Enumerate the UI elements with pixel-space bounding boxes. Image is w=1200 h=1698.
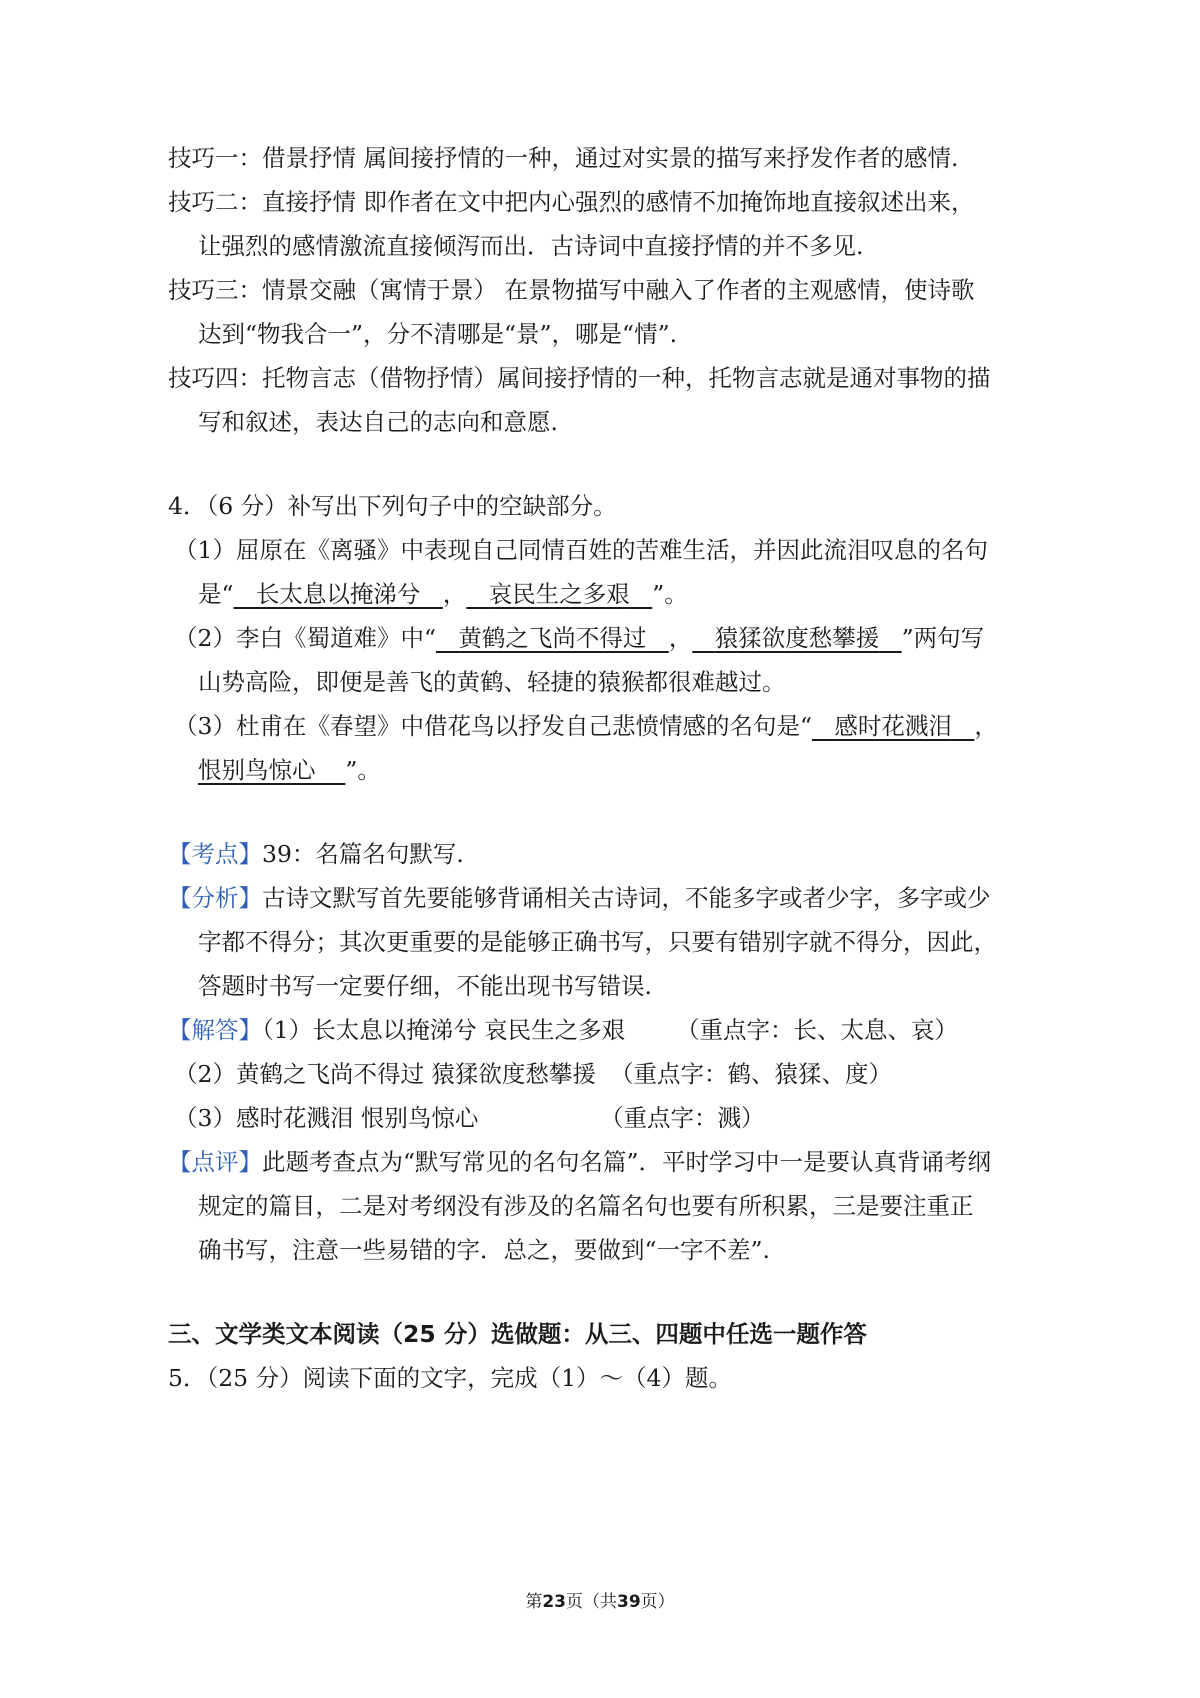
skill-1 <box>168 142 958 174</box>
skill-2 <box>168 186 974 218</box>
answer-blank: 恨别鸟惊心 <box>198 756 316 784</box>
q5-stem: 5．（25 分）阅读下面的文字，完成（1）～（4）题。 <box>168 1364 732 1392</box>
skill-4 <box>168 362 991 394</box>
answer-blank: 感时花溅泪 <box>834 712 952 740</box>
answer-blank: 长太息以掩涕兮 <box>255 580 421 608</box>
skill-2-cont: 让强烈的感情激流直接倾泻而出．古诗词中直接抒情的并不多见. <box>198 232 864 260</box>
jieda: 【解答】（1）长太息以掩涕兮 哀民生之多艰 <box>168 1016 626 1044</box>
skill-text: 直接抒情 即作者在文中把内心强烈的感情不加掩饰地直接叙述出来， <box>262 188 975 216</box>
skill-label: 技巧一： <box>168 144 262 172</box>
q4-stem: 4．（6 分）补写出下列句子中的空缺部分。 <box>168 492 617 520</box>
q4-part3-line1: （3）杜甫在《春望》中借花鸟以抒发自己悲愤情感的名句是“ 感时花溅泪 ， <box>174 712 998 740</box>
skill-text: 借景抒情 属间接抒情的一种，通过对实景的描写来抒发作者的感情. <box>262 144 959 172</box>
jieda-tag: 【解答】 <box>168 1016 262 1044</box>
kaodian-tag: 【考点】 <box>168 840 262 868</box>
jieda-note-2: （重点字：鹤、猿猱、度） <box>610 1060 892 1088</box>
q4-part1-line1: （1）屈原在《离骚》中表现自己同情百姓的苦难生活，并因此流泪叹息的名句 <box>174 536 988 564</box>
page-footer: 第23页（共39页） <box>525 1592 675 1612</box>
q4-part2-line2: 山势高险，即便是善飞的黄鹤、轻捷的猿猴都很难越过。 <box>198 668 786 696</box>
page-number: 23 <box>542 1592 566 1612</box>
skill-text: 托物言志（借物抒情）属间接抒情的一种，托物言志就是通对事物的描 <box>262 364 991 392</box>
q4-part3-line2: 恨别鸟惊心 ”。 <box>198 756 381 784</box>
fenxi-line2: 字都不得分；其次更重要的是能够正确书写，只要有错别字就不得分，因此， <box>198 928 997 956</box>
answer-blank: 猿猱欲度愁攀援 <box>714 624 880 652</box>
answer-blank: 哀民生之多艰 <box>488 580 630 608</box>
fenxi-tag: 【分析】 <box>168 884 262 912</box>
fenxi: 【分析】古诗文默写首先要能够背诵相关古诗词，不能多字或者少字，多字或少 <box>168 884 991 912</box>
dianping-line2: 规定的篇目，二是对考纲没有涉及的名篇名句也要有所积累，三是要注重正 <box>198 1192 974 1220</box>
q4-part2-line1: （2）李白《蜀道难》中“ 黄鹤之飞尚不得过 ， 猿猱欲度愁攀援 ”两句写 <box>174 624 985 652</box>
skill-label: 技巧四： <box>168 364 262 392</box>
skill-label: 技巧二： <box>168 188 262 216</box>
page-total: 39 <box>617 1592 641 1612</box>
jieda-line2: （2）黄鹤之飞尚不得过 猿猱欲度愁攀援 <box>174 1060 596 1088</box>
skill-4-cont: 写和叙述，表达自己的志向和意愿. <box>198 408 558 436</box>
skill-text: 情景交融（寓情于景） 在景物描写中融入了作者的主观感情，使诗歌 <box>262 276 975 304</box>
dianping: 【点评】此题考查点为“默写常见的名句名篇”．平时学习中一是要认真背诵考纲 <box>168 1148 992 1176</box>
fenxi-line3: 答题时书写一定要仔细，不能出现书写错误. <box>198 972 652 1000</box>
answer-blank: 黄鹤之飞尚不得过 <box>458 624 647 652</box>
skill-label: 技巧三： <box>168 276 262 304</box>
kaodian: 【考点】39：名篇名句默写. <box>168 840 464 868</box>
skill-3-cont: 达到“物我合一”，分不清哪是“景”，哪是“情”. <box>198 320 678 348</box>
dianping-tag: 【点评】 <box>168 1148 262 1176</box>
jieda-note-3: （重点字：溅） <box>600 1104 765 1132</box>
q4-part1-line2: 是“ 长太息以掩涕兮 ， 哀民生之多艰 ”。 <box>198 580 688 608</box>
skill-3 <box>168 274 974 306</box>
section-heading: 三、文学类文本阅读（25 分）选做题：从三、四题中任选一题作答 <box>168 1320 867 1348</box>
jieda-line3: （3）感时花溅泪 恨别鸟惊心 <box>174 1104 479 1132</box>
jieda-note-1: （重点字：长、太息、哀） <box>676 1016 958 1044</box>
dianping-line3: 确书写，注意一些易错的字．总之，要做到“一字不差”. <box>198 1236 770 1264</box>
